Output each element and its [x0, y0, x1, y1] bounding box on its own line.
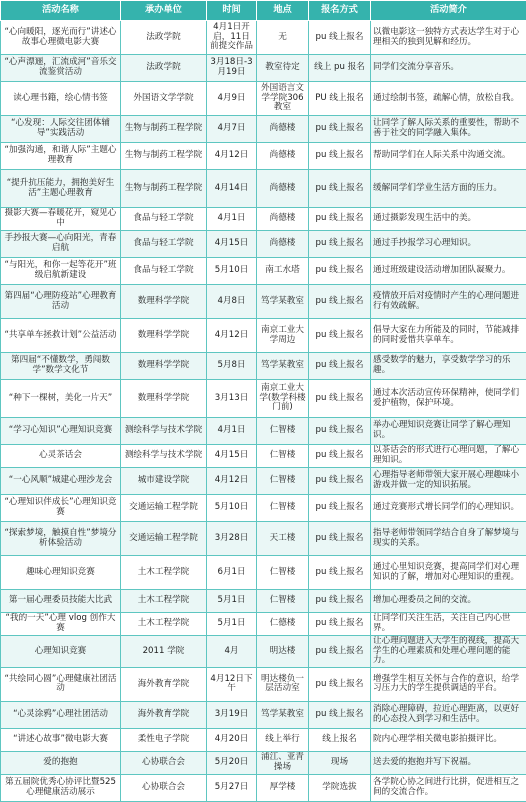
organizer-cell: 法政学院 [121, 55, 207, 82]
time-cell: 3月28日 [207, 522, 257, 556]
signup-cell: pu 线上报名 [309, 143, 371, 170]
signup-cell: pu 线上报名 [309, 590, 371, 613]
signup-cell: pu 线上报名 [309, 116, 371, 143]
activity-name-cell: “探索梦境，触摸自性”梦境分析体验活动 [1, 522, 121, 556]
table-row [1, 445, 526, 468]
activity-name-cell: “心发现：人际交往团体辅导”实践活动 [1, 116, 121, 143]
intro-cell: 以茶话会的形式进行心理问题，了解心理知识。 [371, 445, 526, 468]
place-cell: 无 [257, 21, 309, 55]
place-cell: 笃学某教室 [257, 353, 309, 380]
activity-name-cell: 第四届“不懂数学，勇闯数学”数学文化节 [1, 353, 121, 380]
organizer-cell: 外国语文学学院 [121, 82, 207, 116]
activity-name-cell: 第一届心理委员技能大比武 [1, 590, 121, 613]
intro-cell: 缓解同学们学业生活方面的压力。 [371, 170, 526, 208]
activity-name-cell: “我的一天”心理 vlog 创作大赛 [1, 613, 121, 636]
place-cell: 明达楼 [257, 636, 309, 668]
place-cell: 仁德楼 [257, 613, 309, 636]
table-row [1, 258, 526, 285]
intro-cell: 同学们交流分享音乐。 [371, 55, 526, 82]
intro-cell: 感受数学的魅力，享受数学学习的乐趣。 [371, 353, 526, 380]
signup-cell: pu 线上报名 [309, 170, 371, 208]
table-row [1, 667, 526, 701]
intro-cell: 让同学了解人际关系的重要性，帮助不善于社交的同学融入集体。 [371, 116, 526, 143]
time-cell: 4月12日下午 [207, 667, 257, 701]
intro-cell: 让心理问题进入大学生的视线，提高大学生的心理素质和处理心理问题的能力。 [371, 636, 526, 668]
time-cell: 4月9日 [207, 82, 257, 116]
place-cell: 尚德楼 [257, 116, 309, 143]
activity-name-cell: “共享单车拯救计划”公益活动 [1, 319, 121, 353]
activity-name-cell: “心灵涂鸦”心理社团活动 [1, 701, 121, 728]
signup-cell: pu 线上报名 [309, 468, 371, 495]
time-cell: 4月8日 [207, 285, 257, 319]
time-cell: 6月1日 [207, 556, 257, 590]
table-row [1, 319, 526, 353]
time-cell: 4月1日开启，11日前提交作品 [207, 21, 257, 55]
organizer-cell: 食品与轻工学院 [121, 231, 207, 258]
place-cell: 南京工业大学周边 [257, 319, 309, 353]
table-row [1, 208, 526, 231]
intro-cell: 疫情放开后对疫情时产生的心理问题进行有效疏解。 [371, 285, 526, 319]
place-cell: 教室待定 [257, 55, 309, 82]
time-cell: 5月8日 [207, 353, 257, 380]
activity-name-cell: “心声漂逦，汇流成河”音乐交流鉴赏活动 [1, 55, 121, 82]
place-cell: 仁智楼 [257, 468, 309, 495]
time-cell: 5月10日 [207, 258, 257, 285]
signup-cell: 学院选拔 [309, 774, 371, 801]
intro-cell: 通过本次活动宣传环保精神，使同学们爱护植物，保护环境。 [371, 380, 526, 418]
activity-name-cell: “学习心知识”心理知识竞赛 [1, 418, 121, 445]
activity-name-cell: “种下一棵树，美化一片天” [1, 380, 121, 418]
header-time: 时间 [207, 1, 257, 21]
table-row [1, 590, 526, 613]
organizer-cell: 海外教育学院 [121, 667, 207, 701]
organizer-cell: 测绘科学与技术学院 [121, 418, 207, 445]
intro-cell: 心理指导老师带领大家开展心理趣味小游戏并做一定的知识拓展。 [371, 468, 526, 495]
intro-cell: 通过绘制书签，疏解心情，放松自我。 [371, 82, 526, 116]
time-cell: 4月15日 [207, 231, 257, 258]
signup-cell: pu 线上报名 [309, 319, 371, 353]
signup-cell: pu 线上报名 [309, 380, 371, 418]
time-cell: 3月13日 [207, 380, 257, 418]
organizer-cell: 数理科学学院 [121, 285, 207, 319]
signup-cell: pu 线上报名 [309, 353, 371, 380]
intro-cell: 消除心理障碍，拉近心理距离，以更好的心态投入到学习和生活中。 [371, 701, 526, 728]
header-intro: 活动简介 [371, 1, 526, 21]
signup-cell: pu 线上报名 [309, 636, 371, 668]
activity-name-cell: “与阳光，和你一起等花开”班级启航新建设 [1, 258, 121, 285]
time-cell: 3月18日-3月19日 [207, 55, 257, 82]
place-cell: 仁智楼 [257, 418, 309, 445]
signup-cell: 现场 [309, 751, 371, 774]
signup-cell: pu 线上报名 [309, 21, 371, 55]
organizer-cell: 柔性电子学院 [121, 728, 207, 751]
intro-cell: 院内心理学相关微电影拍摄评比。 [371, 728, 526, 751]
time-cell: 4月7日 [207, 116, 257, 143]
organizer-cell: 生物与制药工程学院 [121, 116, 207, 143]
place-cell: 尚德楼 [257, 170, 309, 208]
organizer-cell: 法政学院 [121, 21, 207, 55]
signup-cell: pu 线上报名 [309, 613, 371, 636]
organizer-cell: 交通运输工程学院 [121, 495, 207, 522]
header-organizer: 承办单位 [121, 1, 207, 21]
place-cell: 笃学某教室 [257, 285, 309, 319]
signup-cell: pu 线上报名 [309, 556, 371, 590]
signup-cell: pu 线上报名 [309, 522, 371, 556]
time-cell: 4月20日 [207, 728, 257, 751]
table-row [1, 82, 526, 116]
place-cell: 尚德楼 [257, 208, 309, 231]
activity-name-cell: 第五届院优秀心协评比暨525心理健康活动展示 [1, 774, 121, 801]
intro-cell: 通过班级建设活动增加团队凝聚力。 [371, 258, 526, 285]
activity-name-cell: 心理知识竞赛 [1, 636, 121, 668]
place-cell: 浦江、亚青操场 [257, 751, 309, 774]
intro-cell: 以微电影这一独特方式表达学生对于心理相关的独到见解和经历。 [371, 21, 526, 55]
time-cell: 5月1日 [207, 590, 257, 613]
intro-cell: 通过手抄报学习心理知识。 [371, 231, 526, 258]
intro-cell: 增强学生相互关怀与合作的意识，给学习压力大的学生提供调适的平台。 [371, 667, 526, 701]
organizer-cell: 土木工程学院 [121, 556, 207, 590]
place-cell: 仁智楼 [257, 445, 309, 468]
time-cell: 4月 [207, 636, 257, 668]
activity-name-cell: 爱的抱抱 [1, 751, 121, 774]
organizer-cell: 城市建设学院 [121, 468, 207, 495]
time-cell: 4月1日 [207, 418, 257, 445]
activity-name-cell: “心理知识伴成长”心理知识竞赛 [1, 495, 121, 522]
table-row [1, 556, 526, 590]
place-cell: 尚德楼 [257, 231, 309, 258]
signup-cell: 线上 pu 报名 [309, 55, 371, 82]
table-row [1, 728, 526, 751]
signup-cell: pu 线上报名 [309, 701, 371, 728]
organizer-cell: 食品与轻工学院 [121, 258, 207, 285]
place-cell: 南京工业大学(数学科楼门前) [257, 380, 309, 418]
table-row [1, 495, 526, 522]
intro-cell: 举办心理知识竞赛让同学了解心理知识。 [371, 418, 526, 445]
time-cell: 5月27日 [207, 774, 257, 801]
table-row [1, 285, 526, 319]
activity-name-cell: 读心理书籍，绘心情书签 [1, 82, 121, 116]
intro-cell: 送去爱的抱抱并写下祝福。 [371, 751, 526, 774]
time-cell: 5月10日 [207, 495, 257, 522]
table-row [1, 55, 526, 82]
intro-cell: 通过心里知识竞赛，提高同学们对心理知识的了解，增加对心理知识的重视。 [371, 556, 526, 590]
place-cell: 线上举行 [257, 728, 309, 751]
activity-name-cell: 摄影大赛—春暖花开，窥见心中 [1, 208, 121, 231]
place-cell: 明达楼负一层活动室 [257, 667, 309, 701]
intro-cell: 增加心理委员之间的交流。 [371, 590, 526, 613]
table-header-row [1, 1, 526, 21]
table-row [1, 21, 526, 55]
place-cell: 厚学楼 [257, 774, 309, 801]
organizer-cell: 测绘科学与技术学院 [121, 445, 207, 468]
signup-cell: pu 线上报名 [309, 231, 371, 258]
time-cell: 4月1日 [207, 208, 257, 231]
header-signup: 报名方式 [309, 1, 371, 21]
signup-cell: pu 线上报名 [309, 495, 371, 522]
place-cell: 尚德楼 [257, 143, 309, 170]
organizer-cell: 交通运输工程学院 [121, 522, 207, 556]
place-cell: 天工楼 [257, 522, 309, 556]
table-row [1, 353, 526, 380]
activity-name-cell: 心灵茶话会 [1, 445, 121, 468]
organizer-cell: 生物与制药工程学院 [121, 143, 207, 170]
table-row [1, 116, 526, 143]
place-cell: 仁智楼 [257, 590, 309, 613]
organizer-cell: 土木工程学院 [121, 590, 207, 613]
organizer-cell: 土木工程学院 [121, 613, 207, 636]
table-row [1, 170, 526, 208]
intro-cell: 通过竞赛形式增长同学们的心理知识。 [371, 495, 526, 522]
table-row [1, 613, 526, 636]
activity-name-cell: 手抄报大赛—心向阳光，青春启航 [1, 231, 121, 258]
place-cell: 笃学某教室 [257, 701, 309, 728]
intro-cell: 倡导大家在力所能及的同时，节能减排的同时爱惜共享单车。 [371, 319, 526, 353]
activity-name-cell: “一心风顺”城建心理沙龙会 [1, 468, 121, 495]
intro-cell: 各学院心协之间进行比拼，促进相互之间的交流合作。 [371, 774, 526, 801]
table-row [1, 522, 526, 556]
signup-cell: pu 线上报名 [309, 445, 371, 468]
signup-cell: PU 线上报名 [309, 82, 371, 116]
signup-cell: pu 线上报名 [309, 285, 371, 319]
time-cell: 5月20日 [207, 751, 257, 774]
time-cell: 4月12日 [207, 143, 257, 170]
activity-name-cell: “讲述心故事”微电影大赛 [1, 728, 121, 751]
organizer-cell: 数理科学学院 [121, 353, 207, 380]
place-cell: 仁智楼 [257, 495, 309, 522]
place-cell: 南工水塔 [257, 258, 309, 285]
time-cell: 4月14日 [207, 170, 257, 208]
organizer-cell: 海外教育学院 [121, 701, 207, 728]
header-activity-name: 活动名称 [1, 1, 121, 21]
table-row [1, 468, 526, 495]
table-row [1, 231, 526, 258]
time-cell: 5月1日 [207, 613, 257, 636]
organizer-cell: 生物与制药工程学院 [121, 170, 207, 208]
organizer-cell: 心协联合会 [121, 751, 207, 774]
signup-cell: 线上报名 [309, 728, 371, 751]
activity-name-cell: “共绘同心圆”心理健康社团活动 [1, 667, 121, 701]
table-row [1, 701, 526, 728]
table-row [1, 143, 526, 170]
intro-cell: 让同学们关注生活，关注自己内心世界。 [371, 613, 526, 636]
organizer-cell: 心协联合会 [121, 774, 207, 801]
header-place: 地点 [257, 1, 309, 21]
table-row [1, 636, 526, 668]
activity-name-cell: 第四届“心理防疫站”心理教育活动 [1, 285, 121, 319]
activity-name-cell: “心向暖阳，逐光而行”讲述心故事心理微电影大赛 [1, 21, 121, 55]
organizer-cell: 数理科学学院 [121, 380, 207, 418]
time-cell: 3月19日 [207, 701, 257, 728]
organizer-cell: 2011 学院 [121, 636, 207, 668]
organizer-cell: 食品与轻工学院 [121, 208, 207, 231]
signup-cell: pu 线上报名 [309, 208, 371, 231]
place-cell: 外国语言文学学院306教室 [257, 82, 309, 116]
table-row [1, 418, 526, 445]
intro-cell: 帮助同学们在人际关系中沟通交流。 [371, 143, 526, 170]
table-row [1, 751, 526, 774]
signup-cell: pu 线上报名 [309, 667, 371, 701]
activity-name-cell: 趣味心理知识竞赛 [1, 556, 121, 590]
time-cell: 4月12日 [207, 468, 257, 495]
place-cell: 仁智楼 [257, 556, 309, 590]
time-cell: 4月12日 [207, 319, 257, 353]
signup-cell: pu 线上报名 [309, 418, 371, 445]
activity-name-cell: “提升抗压能力，拥抱美好生活”主题心理教育 [1, 170, 121, 208]
table-row [1, 774, 526, 801]
intro-cell: 指导老师带领同学结合自身了解梦境与现实的关系。 [371, 522, 526, 556]
intro-cell: 通过摄影发现生活中的美。 [371, 208, 526, 231]
organizer-cell: 数理科学学院 [121, 319, 207, 353]
activity-name-cell: “加强沟通，和谐人际”主题心理教育 [1, 143, 121, 170]
time-cell: 4月15日 [207, 445, 257, 468]
signup-cell: pu 线上报名 [309, 258, 371, 285]
table-row [1, 380, 526, 418]
